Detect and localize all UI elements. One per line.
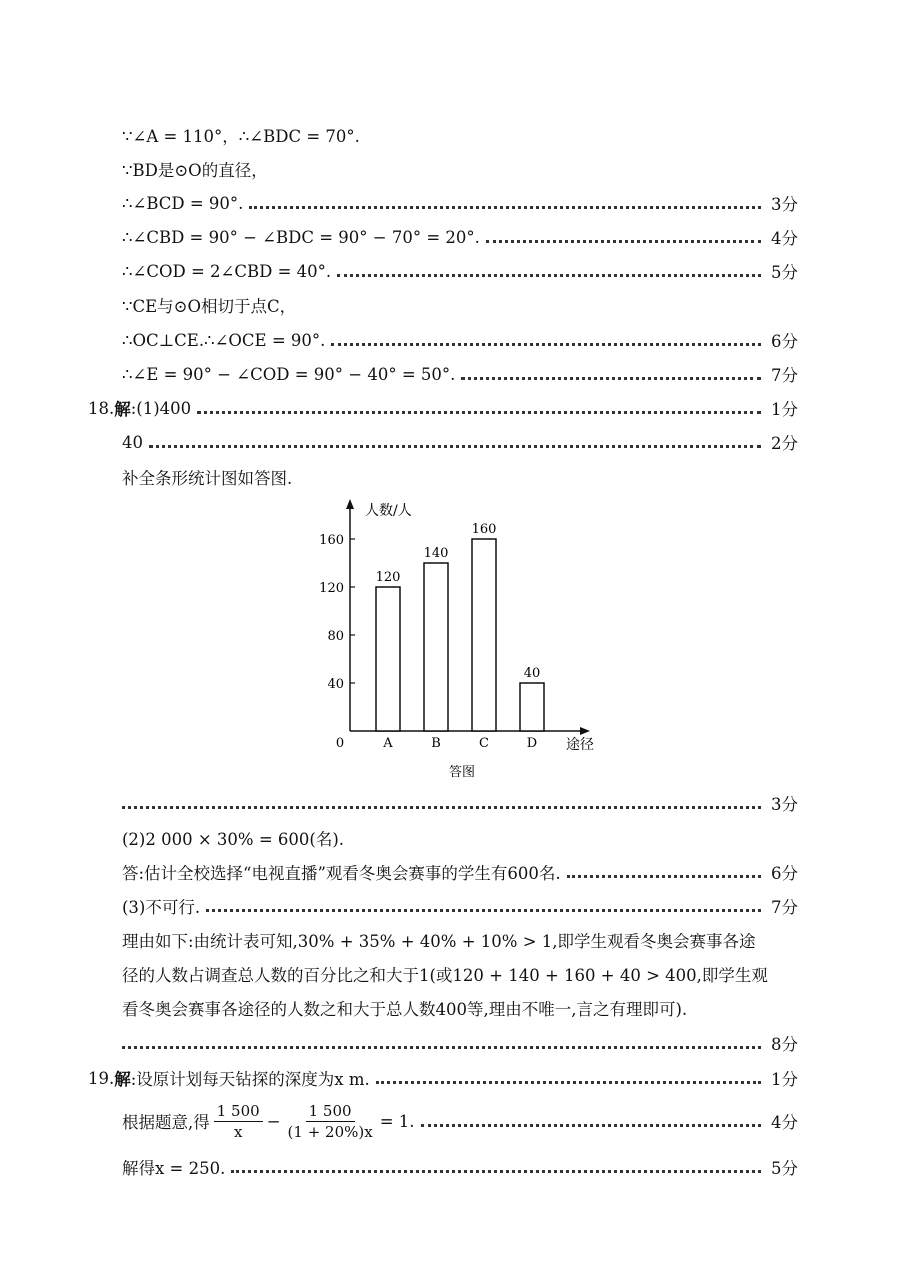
step-text: ∴OC⊥CE.∴∠OCE = 90°.: [122, 330, 326, 350]
reason-line-3: 看冬奥会赛事各途径的人数之和大于总人数400等,理由不唯一,言之有理即可).: [122, 1000, 688, 1019]
reason-line-2: 径的人数占调查总人数的百分比之和大于1(或120 + 140 + 160 + 40 > 400,即学生观: [122, 966, 768, 985]
chart-caption: 答图: [448, 765, 476, 780]
step-text: = 1.: [379, 1111, 415, 1131]
bar-d: [520, 683, 544, 731]
step-text: ∴∠CBD = 90° − ∠BDC = 90° − 70° = 20°.: [122, 227, 480, 247]
score-label: 1分: [771, 1070, 798, 1089]
y-axis-arrow: [346, 499, 354, 509]
score-label: 6分: [771, 332, 798, 351]
leader-dots: [231, 1170, 761, 1173]
leader-dots: [197, 411, 761, 414]
step-text: ∵BD是⊙O的直径，: [122, 161, 268, 180]
y-tick-label: 160: [319, 533, 344, 548]
step-text: 根据题意,得: [122, 1113, 210, 1132]
step-line: [122, 122, 798, 148]
q19-line-3: [122, 1154, 798, 1180]
step-text: ∵∠A = 110°，∴∠BDC = 70°.: [122, 127, 360, 146]
leader-dots: [122, 1046, 761, 1049]
leader-dots: [461, 377, 761, 380]
x-axis-label: 途径: [566, 737, 594, 753]
fraction: [214, 1101, 263, 1142]
bar-value-label: 120: [375, 570, 401, 585]
leader-dots: [376, 1081, 761, 1084]
q18-line-2: [122, 429, 798, 455]
q18-final-score: [122, 1030, 798, 1056]
q19-line-1: [88, 1065, 798, 1091]
denominator: x: [233, 1122, 243, 1141]
step-text: ∴∠E = 90° − ∠COD = 90° − 40° = 50°.: [122, 364, 456, 384]
step-text: (3)不可行.: [122, 898, 201, 917]
score-label: 6分: [771, 864, 798, 883]
numerator: 1 500: [214, 1101, 263, 1122]
question-number: 19.: [88, 1068, 115, 1088]
score-label: 8分: [771, 1035, 798, 1054]
score-label: 1分: [771, 400, 798, 419]
fraction: [285, 1101, 376, 1142]
q19-equation-line: [122, 1098, 798, 1144]
denominator: (1 + 20%)x: [287, 1122, 373, 1141]
solution-label: 解: [114, 1070, 131, 1089]
leader-dots: [206, 909, 761, 912]
score-label: 2分: [771, 434, 798, 453]
y-tick-label: 40: [327, 677, 344, 692]
bar-value-label: 140: [423, 546, 449, 561]
step-line: [122, 258, 798, 284]
score-label: 3分: [771, 795, 798, 814]
bar-a: [376, 587, 400, 731]
y-axis-label: 人数/人: [365, 503, 412, 519]
q18-part2: [122, 825, 798, 851]
bar-c: [472, 539, 496, 731]
q18-line-1: [88, 395, 798, 421]
origin-label: 0: [335, 736, 345, 751]
y-tick-label: 80: [327, 629, 344, 644]
x-axis-arrow: [580, 727, 590, 735]
step-line: [122, 327, 798, 353]
score-label: 5分: [771, 1159, 798, 1178]
step-text: 解得x = 250.: [122, 1159, 226, 1178]
y-tick-label: 120: [319, 581, 344, 596]
q18-part2-answer: [122, 859, 798, 885]
step-line: [122, 292, 798, 318]
x-tick-label: D: [526, 736, 538, 751]
leader-dots: [337, 274, 761, 277]
step-text: ∴∠BCD = 90°.: [122, 193, 244, 213]
step-line: [122, 224, 798, 250]
q18-line-3: [122, 464, 798, 490]
bar-value-label: 160: [471, 522, 497, 537]
leader-dots: [567, 875, 761, 878]
x-tick-label: A: [383, 736, 393, 751]
chart-marks: [319, 522, 544, 751]
score-label: 7分: [771, 898, 798, 917]
step-text: 40: [122, 432, 143, 452]
leader-dots: [486, 240, 761, 243]
q18-part3: [122, 893, 798, 919]
step-line: [122, 190, 798, 216]
score-label: 7分: [771, 366, 798, 385]
x-tick-label: B: [431, 736, 441, 751]
score-label: 4分: [771, 229, 798, 248]
step-line: [122, 361, 798, 387]
question-number: 18.: [88, 398, 115, 418]
leader-dots: [122, 806, 761, 809]
minus-sign: −: [266, 1111, 281, 1131]
step-text: (2)2 000 × 30% = 600(名).: [122, 830, 345, 849]
step-text: 答:估计全校选择“电视直播”观看冬奥会赛事的学生有600名.: [122, 864, 561, 883]
bar-b: [424, 563, 448, 731]
step-line: [122, 156, 798, 182]
bar-value-label: 40: [523, 666, 541, 681]
leader-dots: [149, 445, 761, 448]
q18-score-line: [122, 790, 798, 816]
bar-chart: [300, 495, 630, 785]
score-label: 5分: [771, 263, 798, 282]
step-text: :设原计划每天钻探的深度为x m.: [130, 1070, 370, 1089]
leader-dots: [331, 343, 761, 346]
step-text: ∵CE与⊙O相切于点C，: [122, 297, 297, 316]
score-label: 4分: [771, 1113, 798, 1132]
leader-dots: [421, 1124, 761, 1127]
score-label: 3分: [771, 195, 798, 214]
step-text: ∴∠COD = 2∠CBD = 40°.: [122, 261, 332, 281]
x-tick-label: C: [479, 736, 489, 751]
leader-dots: [249, 206, 761, 209]
step-text: :(1)400: [130, 398, 192, 418]
numerator: 1 500: [306, 1101, 355, 1122]
step-text: 补全条形统计图如答图.: [122, 469, 293, 488]
reason-line-1: 理由如下:由统计表可知,30% + 35% + 40% + 10% > 1,即学生观看冬奥会赛事各途: [122, 932, 756, 951]
solution-label: 解: [114, 400, 131, 419]
